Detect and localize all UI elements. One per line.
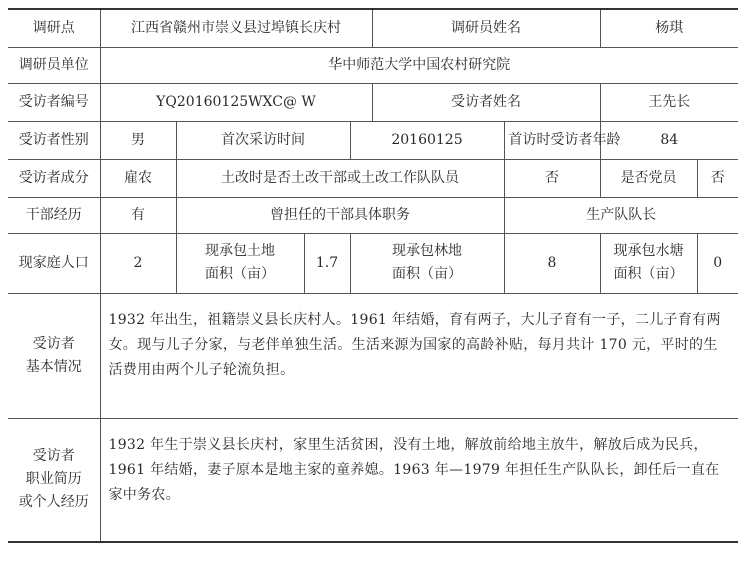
gender-label: 受访者性别 (8, 121, 100, 159)
land-reform-cadre-answer: 否 (504, 159, 600, 197)
row-household (8, 233, 738, 293)
contracted-land-label (176, 233, 304, 293)
party-member-value: 否 (697, 159, 738, 197)
row-unit (8, 47, 738, 83)
contracted-forest-label-line2: 面积（亩） (392, 266, 462, 282)
unit-value: 华中师范大学中国农村研究院 (100, 47, 738, 83)
basic-info-text: 1932 年出生，祖籍崇义县长庆村人。1961 年结婚，育有两子，大儿子育有一子，二儿子育有两女。现与儿子分家，与老伴单独生活。生活来源为国家的高龄补贴，每月共计 170 元，平时的生活费用由两个儿子轮流负担。 (100, 293, 738, 418)
age-value: 84 (600, 121, 738, 159)
researcher-name-value: 杨琪 (600, 9, 738, 47)
researcher-name-label: 调研员姓名 (372, 9, 600, 47)
interviewee-id-value: YQ20160125WXC@ W (100, 83, 372, 121)
household-size-value: 2 (100, 233, 176, 293)
contracted-pond-value: 0 (697, 233, 738, 293)
interviewee-name-value: 王先长 (600, 83, 738, 121)
cadre-position-value: 生产队队长 (504, 197, 738, 233)
gender-value: 男 (100, 121, 176, 159)
row-site (8, 9, 738, 47)
row-career (8, 418, 738, 542)
first-interview-label: 首次采访时间 (176, 121, 350, 159)
contracted-pond-label-line2: 面积（亩） (613, 266, 684, 282)
cadre-experience-value: 有 (100, 197, 176, 233)
career-label (8, 418, 100, 542)
class-value: 雇农 (100, 159, 176, 197)
contracted-forest-label (350, 233, 504, 293)
site-label: 调研点 (8, 9, 100, 47)
row-class (8, 159, 738, 197)
basic-info-label-line2: 基本情况 (25, 358, 82, 375)
site-value: 江西省赣州市崇义县过埠镇长庆村 (100, 9, 372, 47)
row-id (8, 83, 738, 121)
class-label: 受访者成分 (8, 159, 100, 197)
land-reform-cadre-question: 土改时是否土改干部或土改工作队队员 (176, 159, 504, 197)
basic-info-label-line1: 受访者 (32, 335, 75, 352)
contracted-land-label-line2: 面积（亩） (205, 266, 275, 282)
contracted-forest-value: 8 (504, 233, 600, 293)
contracted-land-value: 1.7 (304, 233, 350, 293)
career-label-line3: 或个人经历 (18, 494, 89, 511)
unit-label: 调研员单位 (8, 47, 100, 83)
row-experience (8, 197, 738, 233)
contracted-forest-label-line1: 现承包林地 (392, 243, 462, 259)
cadre-position-label: 曾担任的干部具体职务 (176, 197, 504, 233)
row-gender (8, 121, 738, 159)
first-interview-value: 20160125 (350, 121, 504, 159)
row-basic-info (8, 293, 738, 418)
interviewee-name-label: 受访者姓名 (372, 83, 600, 121)
career-label-line2: 职业简历 (25, 471, 82, 488)
contracted-pond-label-line1: 现承包水塘 (613, 243, 684, 259)
interviewee-id-label: 受访者编号 (8, 83, 100, 121)
interviewee-info-table (8, 8, 738, 543)
age-label: 首访时受访者年龄 (504, 121, 600, 159)
career-text: 1932 年生于崇义县长庆村，家里生活贫困，没有土地，解放前给地主放牛，解放后成为民兵，1961 年结婚，妻子原本是地主家的童养媳。1963 年—1979 年担任生产队队长，卸任后一直在家中务农。 (100, 418, 738, 542)
contracted-pond-label (600, 233, 697, 293)
basic-info-label (8, 293, 100, 418)
household-size-label: 现家庭人口 (8, 233, 100, 293)
cadre-experience-label: 干部经历 (8, 197, 100, 233)
career-label-line1: 受访者 (32, 448, 75, 465)
contracted-land-label-line1: 现承包土地 (205, 243, 275, 259)
party-member-label: 是否党员 (600, 159, 697, 197)
